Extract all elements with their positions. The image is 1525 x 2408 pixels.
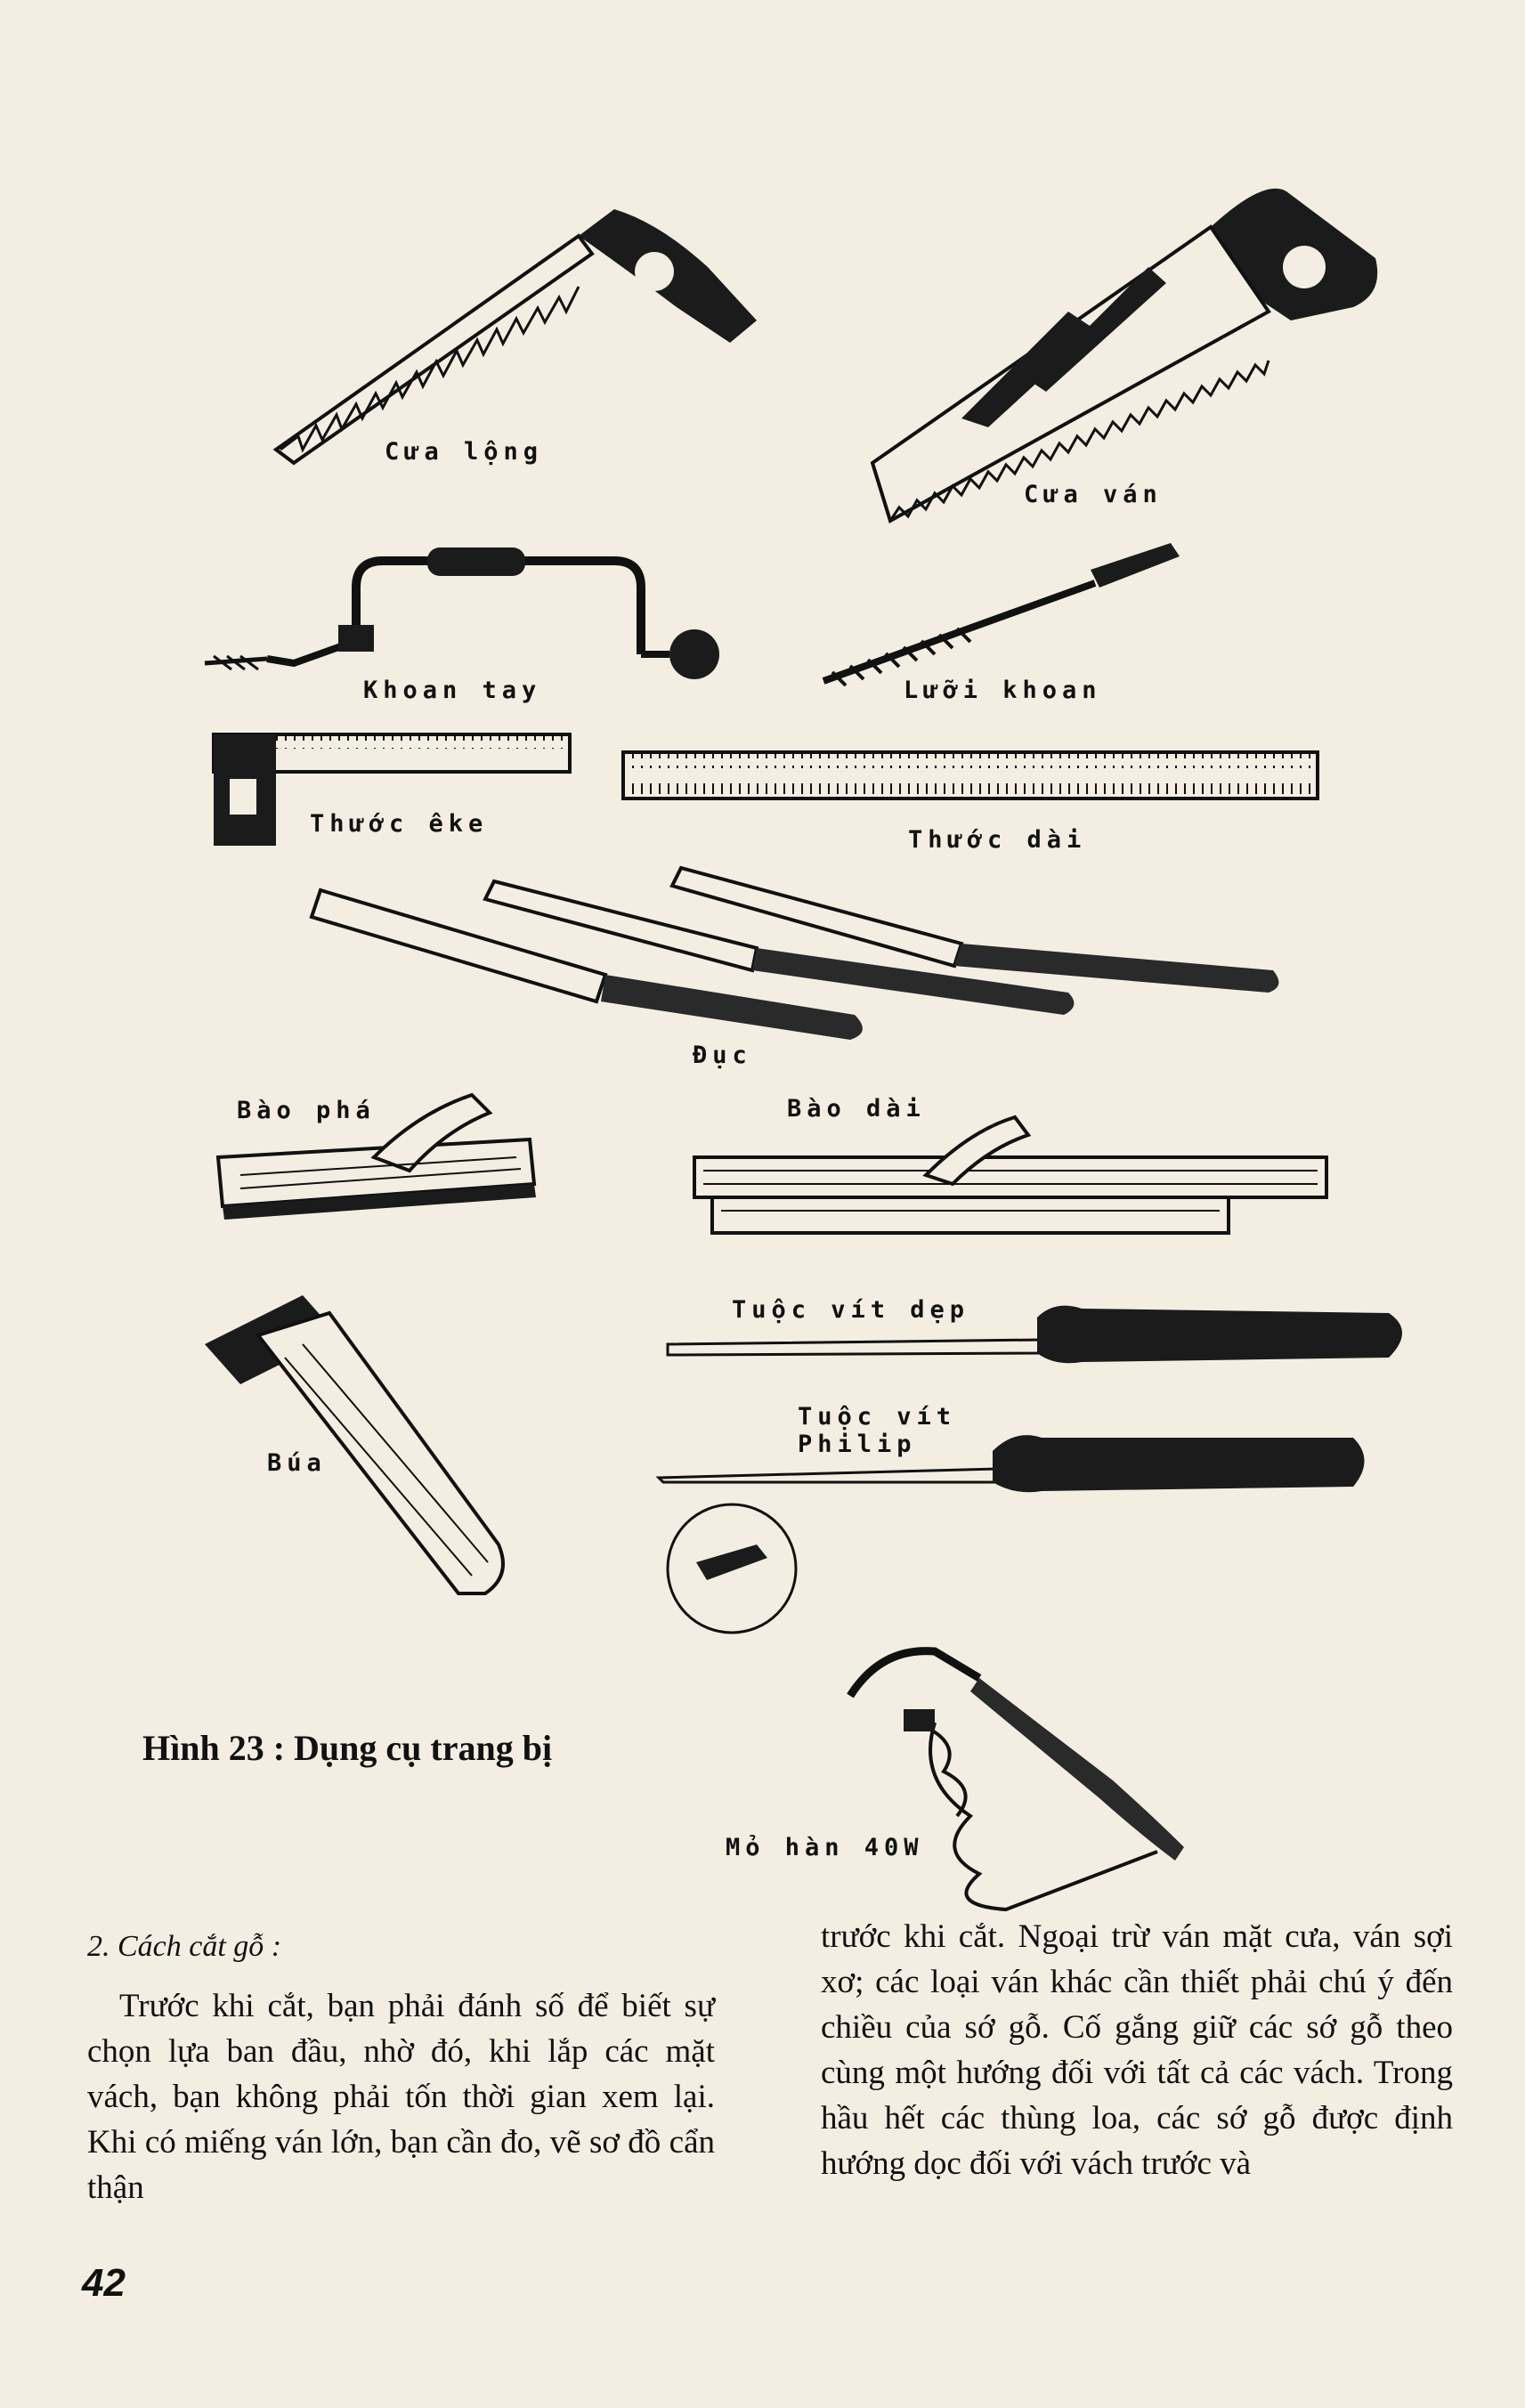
label-phillips-line1: Tuộc vít	[798, 1403, 957, 1431]
label-chisels: Đục	[693, 1042, 752, 1069]
label-long-ruler: Thước dài	[908, 826, 1087, 854]
label-coping-saw: Cưa lộng	[385, 438, 544, 466]
long-plane-drawing	[694, 1117, 1326, 1233]
figure-caption: Hình 23 : Dụng cụ trang bị	[142, 1728, 553, 1768]
section-heading: 2. Cách cắt gỗ :	[87, 1930, 282, 1963]
chisels-drawing	[312, 868, 1278, 1040]
label-try-square: Thước êke	[310, 810, 489, 838]
label-flat-screwdriver: Tuộc vít dẹp	[732, 1296, 970, 1324]
label-hammer: Búa	[267, 1449, 327, 1477]
panel-saw-drawing	[872, 189, 1377, 521]
page-number: 42	[82, 2261, 126, 2305]
soldering-iron-drawing	[850, 1651, 1184, 1909]
label-long-plane: Bào dài	[787, 1095, 926, 1123]
label-jack-plane: Bào phá	[237, 1097, 376, 1124]
label-soldering-iron: Mỏ hàn 40W	[726, 1834, 924, 1861]
label-phillips-line2: Philip	[798, 1431, 917, 1458]
label-drill-bit: Lưỡi khoan	[904, 677, 1102, 704]
drill-bit-drawing	[823, 543, 1180, 685]
label-panel-saw: Cưa ván	[1024, 481, 1163, 508]
phillips-screwdriver-drawing	[659, 1435, 1365, 1633]
long-ruler-drawing	[623, 752, 1318, 799]
hammer-drawing	[205, 1295, 503, 1593]
coping-saw-drawing	[276, 209, 757, 463]
left-paragraph: Trước khi cắt, bạn phải đánh số để biết sự chọn lựa ban đầu, nhờ đó, khi lắp các mặt vách, bạn không phải tốn thời gian xem lại. Khi có miếng ván lớn, bạn cần đo, vẽ sơ đồ cẩn thận	[87, 1988, 715, 2206]
right-paragraph: trước khi cắt. Ngoại trừ ván mặt cưa, ván sợi xơ; các loại ván khác cần thiết phải chú ý đến chiều của sớ gỗ. Cố gắng giữ các sớ gỗ theo cùng một hướng đối với tất cả các vách. Trong hầu hết các thùng loa, các sớ gỗ được định hướng dọc đối với vách trước và	[821, 1918, 1453, 2182]
label-brace-drill: Khoan tay	[363, 677, 542, 704]
right-column-text	[821, 1914, 1453, 2186]
brace-drill-drawing	[205, 547, 719, 679]
left-column-text	[87, 1983, 715, 2210]
